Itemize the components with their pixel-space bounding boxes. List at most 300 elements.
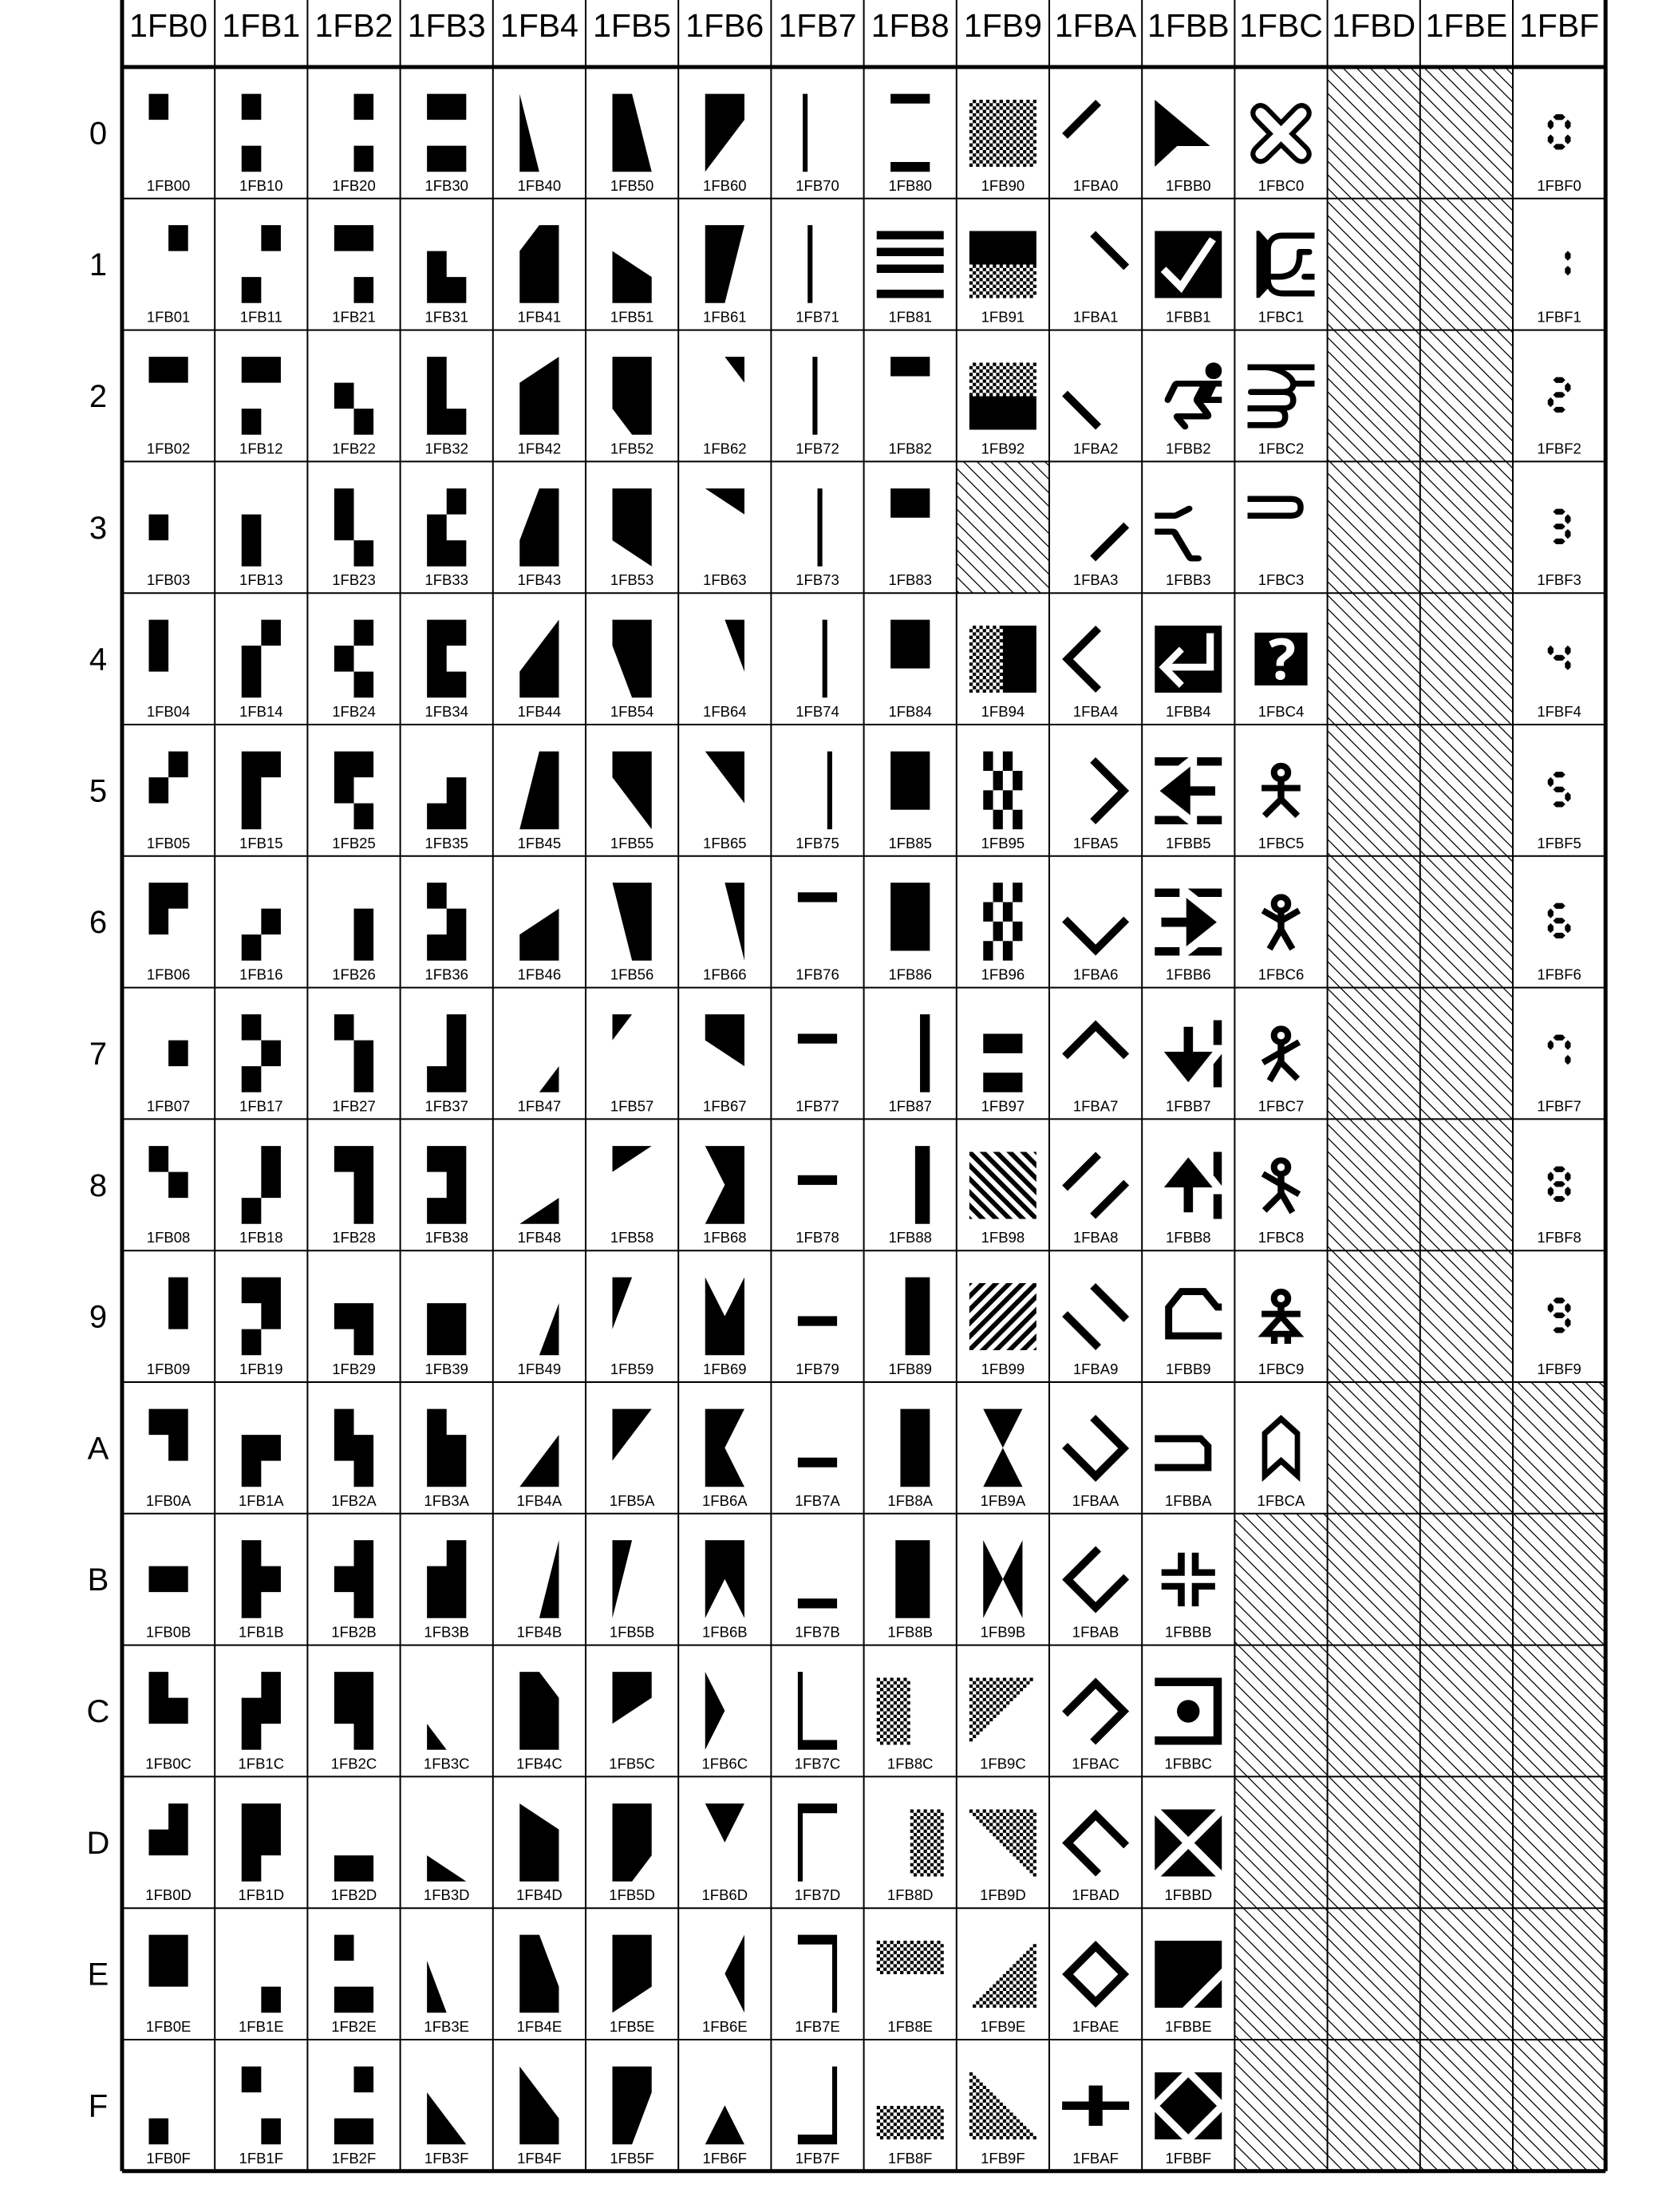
glyph-1fb9b: 🮛 <box>983 1540 1023 1619</box>
glyph-1fb17: 🬗 <box>241 1014 281 1092</box>
cell-code-label: 1FB3B <box>424 1623 469 1641</box>
reserved-cell <box>1328 1514 1420 1645</box>
glyph-1fbb2: 🮲 <box>1155 357 1222 435</box>
glyph-1fb4b: 🭋 <box>519 1540 559 1619</box>
cell-code-label: 1FB86 <box>888 966 932 983</box>
reserved-cell <box>957 461 1049 593</box>
glyph-1fbaf: 🮯 <box>1062 2066 1130 2145</box>
glyph-1fb46: 🭆 <box>519 883 559 962</box>
reserved-cell <box>1513 1514 1605 1645</box>
column-header-1fba: 1FBA <box>1054 7 1137 44</box>
glyph-1fba7: 🮧 <box>1062 1014 1130 1092</box>
glyph-1fb25: 🬥 <box>334 751 374 830</box>
glyph-1fb9f: 🮟 <box>969 2066 1036 2145</box>
glyph-1fb7c: 🭼 <box>797 1672 838 1750</box>
glyph-1fb19: 🬙 <box>241 1277 281 1356</box>
row-header-7: 7 <box>89 1037 108 1072</box>
glyph-1fb94: 🮔 <box>969 619 1036 698</box>
cell-code-label: 1FB37 <box>424 1097 468 1115</box>
glyph-1fb6c: 🭬 <box>705 1672 744 1750</box>
glyph-1fbad: 🮭 <box>1062 1803 1130 1882</box>
glyph-1fbc8: 🯈 <box>1251 1145 1311 1224</box>
reserved-cell <box>1513 1908 1605 2040</box>
cell-code-label: 1FB13 <box>239 571 283 589</box>
glyph-1fb47: 🭇 <box>519 1014 559 1092</box>
cell-code-label: 1FB95 <box>981 834 1025 851</box>
cell-code-label: 1FB56 <box>610 966 654 983</box>
cell-code-label: 1FB9D <box>980 1886 1026 1904</box>
cell-code-label: 1FB54 <box>610 703 654 720</box>
cell-code-label: 1FB8B <box>887 1623 933 1641</box>
glyph-1fb61: 🭡 <box>705 225 744 304</box>
reserved-cell <box>1328 988 1420 1120</box>
glyph-1fb72: 🭲 <box>797 357 838 435</box>
glyph-1fb37: 🬷 <box>427 1014 467 1092</box>
glyph-1fba0: 🮠 <box>1062 93 1130 172</box>
glyph-1fbaa: 🮪 <box>1062 1408 1130 1487</box>
reserved-cell <box>1328 461 1420 593</box>
glyph-1fb6f: 🭯 <box>705 2066 744 2145</box>
cell-code-label: 1FBB6 <box>1166 966 1211 983</box>
glyph-1fb0a: 🬊 <box>148 1408 188 1487</box>
glyph-1fb7d: 🭽 <box>797 1803 838 1882</box>
cell-code-label: 1FB5E <box>609 2018 655 2035</box>
cell-code-label: 1FB11 <box>239 308 282 326</box>
cell-code-label: 1FBB3 <box>1166 571 1211 589</box>
cell-code-label: 1FB43 <box>517 571 562 589</box>
glyph-1fbac: 🮬 <box>1062 1672 1130 1750</box>
cell-code-label: 1FB8D <box>886 1886 934 1904</box>
glyph-1fb70: 🭰 <box>797 93 838 172</box>
glyph-1fb96: 🮖 <box>983 883 1023 962</box>
glyph-1fb54: 🭔 <box>612 619 652 698</box>
glyph-1fb5b: 🭛 <box>612 1540 652 1619</box>
glyph-1fb33: 🬳 <box>427 488 467 567</box>
glyph-1fb78: 🭸 <box>797 1145 838 1224</box>
glyph-1fbc4: 🯄 <box>1247 619 1315 698</box>
cell-code-label: 1FB8C <box>886 1755 934 1772</box>
glyph-1fb48: 🭈 <box>519 1145 559 1224</box>
glyph-1fb64: 🭤 <box>705 619 744 698</box>
glyph-1fb86: 🮆 <box>890 883 930 962</box>
cell-code-label: 1FB0A <box>145 1491 191 1509</box>
glyph-1fb2e: 🬮 <box>334 1934 374 2013</box>
cell-code-label: 1FB7F <box>795 2149 840 2167</box>
glyph-1fb1c: 🬜 <box>241 1672 281 1750</box>
glyph-1fbb8: 🮸 <box>1155 1145 1222 1224</box>
glyph-1fb65: 🭥 <box>705 751 744 830</box>
glyph-1fbc2: 🯂 <box>1247 357 1315 435</box>
cell-code-label: 1FB0C <box>145 1755 191 1772</box>
cell-code-label: 1FB84 <box>888 703 932 720</box>
cell-code-label: 1FB1E <box>239 2018 284 2035</box>
glyph-1fb74: 🭴 <box>797 619 838 698</box>
glyph-1fb00: 🬀 <box>148 93 188 172</box>
cell-code-label: 1FB4F <box>517 2149 562 2167</box>
glyph-1fbb7: 🮷 <box>1155 1014 1222 1092</box>
glyph-1fbc3: 🯃 <box>1247 488 1315 567</box>
glyph-1fb5c: 🭜 <box>612 1672 652 1750</box>
glyph-1fb14: 🬔 <box>241 619 281 698</box>
glyph-1fb02: 🬂 <box>148 357 188 435</box>
cell-code-label: 1FB5C <box>609 1755 655 1772</box>
reserved-cell <box>1420 1250 1513 1382</box>
cell-code-label: 1FB94 <box>981 703 1025 720</box>
cell-code-label: 1FB7A <box>795 1491 840 1509</box>
cell-code-label: 1FB5B <box>609 1623 655 1641</box>
glyph-1fb4f: 🭏 <box>519 2066 559 2145</box>
glyph-1fbf7: 🯷 <box>1544 1024 1574 1083</box>
cell-code-label: 1FBB4 <box>1166 703 1211 720</box>
cell-code-label: 1FBA4 <box>1072 703 1119 720</box>
cell-code-label: 1FB2C <box>330 1755 377 1772</box>
glyph-1fb45: 🭅 <box>519 751 559 830</box>
cell-code-label: 1FB34 <box>424 703 468 720</box>
cell-code-label: 1FBBB <box>1164 1623 1212 1641</box>
glyph-1fb76: 🭶 <box>797 883 838 962</box>
glyph-1fb15: 🬕 <box>241 751 281 830</box>
cell-code-label: 1FB8A <box>887 1491 933 1509</box>
cell-code-label: 1FBAD <box>1072 1886 1119 1904</box>
row-header-4: 4 <box>89 642 108 677</box>
glyph-1fba8: 🮨 <box>1062 1145 1130 1224</box>
reserved-cell <box>1234 1645 1327 1777</box>
glyph-1fb42: 🭂 <box>519 357 559 435</box>
glyph-1fb68: 🭨 <box>705 1145 744 1224</box>
cell-code-label: 1FBC2 <box>1258 440 1305 457</box>
cell-code-label: 1FB6F <box>702 2149 748 2167</box>
cell-code-label: 1FB5A <box>609 1491 655 1509</box>
glyph-1fb6b: 🭫 <box>705 1540 744 1619</box>
glyph-1fb7a: 🭺 <box>797 1408 838 1487</box>
cell-code-label: 1FB45 <box>517 834 562 851</box>
reserved-cell <box>1420 856 1513 988</box>
glyph-1fb27: 🬧 <box>334 1014 374 1092</box>
cell-code-label: 1FB51 <box>610 308 654 326</box>
column-header-1fb4: 1FB4 <box>499 7 578 44</box>
reserved-cell <box>1328 199 1420 330</box>
cell-code-label: 1FB71 <box>796 308 839 326</box>
reserved-cell <box>1513 1382 1605 1514</box>
cell-code-label: 1FB12 <box>239 440 283 457</box>
cell-code-label: 1FB96 <box>981 966 1025 983</box>
glyph-1fb0b: 🬋 <box>148 1540 188 1619</box>
cell-code-label: 1FBF3 <box>1537 571 1581 589</box>
cell-code-label: 1FB23 <box>332 571 376 589</box>
glyph-1fb95: 🮕 <box>983 751 1023 830</box>
column-header-1fbd: 1FBD <box>1332 7 1416 44</box>
glyph-1fb11: 🬑 <box>241 225 281 304</box>
reserved-cell <box>1420 1908 1513 2040</box>
cell-code-label: 1FB3C <box>423 1755 470 1772</box>
cell-code-label: 1FBF2 <box>1537 440 1581 457</box>
glyph-1fb98: 🮘 <box>969 1145 1036 1224</box>
row-header-5: 5 <box>89 773 108 809</box>
cell-code-label: 1FB18 <box>239 1229 283 1246</box>
cell-code-label: 1FB73 <box>796 571 839 589</box>
cell-code-label: 1FB04 <box>146 703 191 720</box>
reserved-cell <box>1328 330 1420 462</box>
cell-code-label: 1FB62 <box>703 440 747 457</box>
cell-code-label: 1FBF5 <box>1537 834 1581 851</box>
glyph-1fb8d: 🮍 <box>876 1803 944 1882</box>
reserved-cell <box>1420 1382 1513 1514</box>
cell-code-label: 1FBF6 <box>1537 966 1581 983</box>
cell-code-label: 1FB57 <box>610 1097 654 1115</box>
glyph-1fb4a: 🭊 <box>519 1408 559 1487</box>
cell-code-label: 1FBC8 <box>1258 1229 1305 1246</box>
glyph-1fb39: 🬹 <box>427 1277 467 1356</box>
cell-code-label: 1FBA8 <box>1072 1229 1119 1246</box>
glyph-1fbbd: 🮽 <box>1155 1803 1222 1882</box>
glyph-1fb99: 🮙 <box>969 1277 1036 1356</box>
cell-code-label: 1FBB1 <box>1166 308 1211 326</box>
glyph-1fb30: 🬰 <box>427 93 467 172</box>
glyph-1fb91: 🮑 <box>969 225 1036 304</box>
reserved-cell <box>1420 461 1513 593</box>
glyph-1fb77: 🭷 <box>797 1014 838 1092</box>
cell-code-label: 1FBA1 <box>1072 308 1119 326</box>
glyph-1fb9a: 🮚 <box>983 1408 1023 1487</box>
glyph-1fb73: 🭳 <box>797 488 838 567</box>
row-header-c: C <box>86 1694 110 1729</box>
glyph-1fb6a: 🭪 <box>705 1408 744 1487</box>
column-header-1fb3: 1FB3 <box>407 7 486 44</box>
glyph-1fb55: 🭕 <box>612 751 652 830</box>
glyph-1fbc9: 🯉 <box>1251 1277 1311 1356</box>
glyph-1fb16: 🬖 <box>241 883 281 962</box>
cell-code-label: 1FB3D <box>423 1886 470 1904</box>
row-header-1: 1 <box>89 247 108 283</box>
cell-code-label: 1FBB0 <box>1166 176 1211 194</box>
column-header-1fb6: 1FB6 <box>685 7 764 44</box>
glyph-1fbba: 🮺 <box>1155 1408 1222 1487</box>
glyph-1fb56: 🭖 <box>612 883 652 962</box>
row-header-f: F <box>88 2088 109 2124</box>
reserved-cell <box>1328 856 1420 988</box>
glyph-1fb05: 🬅 <box>148 751 188 830</box>
column-header-1fbf: 1FBF <box>1518 7 1600 44</box>
cell-code-label: 1FB72 <box>796 440 839 457</box>
glyph-1fbbc: 🮼 <box>1155 1672 1222 1750</box>
cell-code-label: 1FBAF <box>1072 2149 1119 2167</box>
cell-code-label: 1FBBD <box>1164 1886 1213 1904</box>
glyph-1fb22: 🬢 <box>334 357 374 435</box>
glyph-1fb07: 🬇 <box>148 1014 188 1092</box>
cell-code-label: 1FB32 <box>424 440 468 457</box>
glyph-1fb3a: 🬺 <box>427 1408 467 1487</box>
glyph-1fb26: 🬦 <box>334 883 374 962</box>
glyph-1fbae: 🮮 <box>1062 1934 1130 2013</box>
glyph-1fb06: 🬆 <box>148 883 188 962</box>
glyph-1fb09: 🬉 <box>148 1277 188 1356</box>
cell-code-label: 1FB26 <box>332 966 376 983</box>
cell-code-label: 1FB68 <box>703 1229 747 1246</box>
cell-code-label: 1FB42 <box>517 440 562 457</box>
cell-code-label: 1FBA7 <box>1072 1097 1119 1115</box>
cell-code-label: 1FB9C <box>980 1755 1026 1772</box>
glyph-1fb85: 🮅 <box>890 751 930 830</box>
glyph-1fbf9: 🯹 <box>1544 1286 1574 1346</box>
cell-code-label: 1FB78 <box>796 1229 839 1246</box>
cell-code-label: 1FB6A <box>702 1491 748 1509</box>
glyph-1fbbe: 🮾 <box>1155 1934 1222 2013</box>
glyph-1fbb0: 🮰 <box>1155 93 1222 172</box>
cell-code-label: 1FB5F <box>610 2149 654 2167</box>
cell-code-label: 1FBBC <box>1164 1755 1213 1772</box>
glyph-1fbb4: 🮴 <box>1155 619 1222 698</box>
glyph-1fb31: 🬱 <box>427 225 467 304</box>
cell-code-label: 1FB1A <box>239 1491 284 1509</box>
cell-code-label: 1FB17 <box>239 1097 283 1115</box>
reserved-cell <box>1420 1776 1513 1908</box>
glyph-1fb52: 🭒 <box>612 357 652 435</box>
cell-code-label: 1FBAC <box>1072 1755 1119 1772</box>
cell-code-label: 1FBB2 <box>1166 440 1211 457</box>
cell-code-label: 1FB27 <box>332 1097 376 1115</box>
cell-code-label: 1FB9F <box>981 2149 1025 2167</box>
cell-code-label: 1FB4B <box>516 1623 563 1641</box>
cell-code-label: 1FBA3 <box>1072 571 1119 589</box>
cell-code-label: 1FB49 <box>517 1361 562 1377</box>
reserved-cell <box>1420 725 1513 856</box>
row-header-9: 9 <box>89 1299 108 1335</box>
glyph-1fbf3: 🯳 <box>1544 497 1574 557</box>
cell-code-label: 1FBBF <box>1165 2149 1212 2167</box>
cell-code-label: 1FB89 <box>888 1361 932 1377</box>
cell-code-label: 1FB98 <box>981 1229 1025 1246</box>
cell-code-label: 1FB58 <box>610 1229 654 1246</box>
reserved-cell <box>1328 2040 1420 2171</box>
glyph-1fb5d: 🭝 <box>612 1803 652 1882</box>
glyph-1fbf8: 🯸 <box>1544 1155 1574 1215</box>
glyph-1fb01: 🬁 <box>148 225 188 304</box>
glyph-1fb6e: 🭮 <box>705 1934 744 2013</box>
cell-code-label: 1FB4E <box>516 2018 563 2035</box>
cell-code-label: 1FB30 <box>424 176 468 194</box>
cell-code-label: 1FBBA <box>1164 1491 1212 1509</box>
reserved-cell <box>1420 988 1513 1120</box>
glyph-1fb1b: 🬛 <box>241 1540 281 1619</box>
row-header-a: A <box>87 1431 109 1467</box>
reserved-cell <box>1420 1119 1513 1250</box>
glyph-1fb21: 🬡 <box>334 225 374 304</box>
cell-code-label: 1FB74 <box>796 703 839 720</box>
cell-code-label: 1FB67 <box>703 1097 747 1115</box>
glyph-1fb63: 🭣 <box>705 488 744 567</box>
cell-code-label: 1FB3F <box>424 2149 469 2167</box>
cell-code-label: 1FBC7 <box>1258 1097 1305 1115</box>
glyph-1fb4c: 🭌 <box>519 1672 559 1750</box>
glyph-1fb8c: 🮌 <box>876 1672 944 1750</box>
cell-code-label: 1FB2A <box>331 1491 377 1509</box>
glyph-1fb2f: 🬯 <box>334 2066 374 2145</box>
glyph-1fba4: 🮤 <box>1062 619 1130 698</box>
cell-code-label: 1FBC3 <box>1258 571 1305 589</box>
glyph-1fb5f: 🭟 <box>612 2066 652 2145</box>
cell-code-label: 1FB09 <box>146 1361 191 1377</box>
cell-code-label: 1FB02 <box>146 440 191 457</box>
reserved-cell <box>1328 725 1420 856</box>
glyph-1fb66: 🭦 <box>705 883 744 962</box>
glyph-1fb60: 🭠 <box>705 93 744 172</box>
glyph-1fb35: 🬵 <box>427 751 467 830</box>
column-header-1fb7: 1FB7 <box>778 7 857 44</box>
cell-code-label: 1FBF7 <box>1537 1097 1581 1115</box>
cell-code-label: 1FB4C <box>516 1755 563 1772</box>
cell-code-label: 1FBB9 <box>1166 1361 1211 1377</box>
cell-code-label: 1FB85 <box>888 834 932 851</box>
cell-code-label: 1FB6B <box>702 1623 748 1641</box>
glyph-1fb90: 🮐 <box>969 93 1036 172</box>
cell-code-label: 1FB40 <box>517 176 562 194</box>
glyph-1fb36: 🬶 <box>427 883 467 962</box>
glyph-1fb2a: 🬪 <box>334 1408 374 1487</box>
column-header-1fb0: 1FB0 <box>129 7 208 44</box>
cell-code-label: 1FBAB <box>1072 1623 1119 1641</box>
cell-code-label: 1FBA6 <box>1072 966 1119 983</box>
cell-code-label: 1FB48 <box>517 1229 562 1246</box>
cell-code-label: 1FB53 <box>610 571 654 589</box>
glyph-1fbf1: 🯱 <box>1544 235 1574 294</box>
cell-code-label: 1FB69 <box>703 1361 747 1377</box>
glyph-1fb32: 🬲 <box>427 357 467 435</box>
cell-code-label: 1FBC4 <box>1258 703 1305 720</box>
cell-code-label: 1FB3E <box>424 2018 469 2035</box>
cell-code-label: 1FB14 <box>239 703 283 720</box>
glyph-1fbca: 🯊 <box>1255 1408 1307 1487</box>
reserved-cell <box>1513 1776 1605 1908</box>
glyph-1fb84: 🮄 <box>890 619 930 698</box>
glyph-1fbc7: 🯇 <box>1251 1014 1311 1092</box>
glyph-1fb1f: 🬟 <box>241 2066 281 2145</box>
glyph-1fb3d: 🬽 <box>427 1803 467 1882</box>
glyph-1fbc6: 🯆 <box>1251 883 1311 962</box>
reserved-cell <box>1328 1382 1420 1514</box>
glyph-1fb23: 🬣 <box>334 488 374 567</box>
glyph-1fb0c: 🬌 <box>148 1672 188 1750</box>
glyph-1fb29: 🬩 <box>334 1277 374 1356</box>
glyph-1fba5: 🮥 <box>1062 751 1130 830</box>
cell-code-label: 1FBA5 <box>1072 834 1119 851</box>
glyph-1fbf6: 🯶 <box>1544 892 1574 952</box>
cell-code-label: 1FB38 <box>424 1229 468 1246</box>
cell-code-label: 1FB7B <box>795 1623 840 1641</box>
glyph-1fb2d: 🬭 <box>334 1803 374 1882</box>
glyph-1fb43: 🭃 <box>519 488 559 567</box>
cell-code-label: 1FB07 <box>146 1097 191 1115</box>
cell-code-label: 1FB24 <box>332 703 376 720</box>
cell-code-label: 1FB2B <box>331 1623 377 1641</box>
cell-code-label: 1FB76 <box>796 966 839 983</box>
glyph-1fb53: 🭓 <box>612 488 652 567</box>
cell-code-label: 1FB1D <box>238 1886 285 1904</box>
reserved-cell <box>1328 1645 1420 1777</box>
glyph-1fb58: 🭘 <box>612 1145 652 1224</box>
glyph-1fb12: 🬒 <box>241 357 281 435</box>
row-header-8: 8 <box>89 1167 108 1203</box>
reserved-cell <box>1234 1776 1327 1908</box>
cell-code-label: 1FB6D <box>701 1886 748 1904</box>
glyph-1fb5a: 🭚 <box>612 1408 652 1487</box>
glyph-1fbf4: 🯴 <box>1544 629 1574 689</box>
glyph-1fbc1: 🯁 <box>1247 225 1315 304</box>
cell-code-label: 1FBF1 <box>1537 308 1581 326</box>
cell-code-label: 1FB75 <box>796 834 839 851</box>
cell-code-label: 1FBC9 <box>1258 1361 1305 1377</box>
glyph-1fb9c: 🮜 <box>969 1672 1036 1750</box>
cell-code-label: 1FB0E <box>145 2018 191 2035</box>
